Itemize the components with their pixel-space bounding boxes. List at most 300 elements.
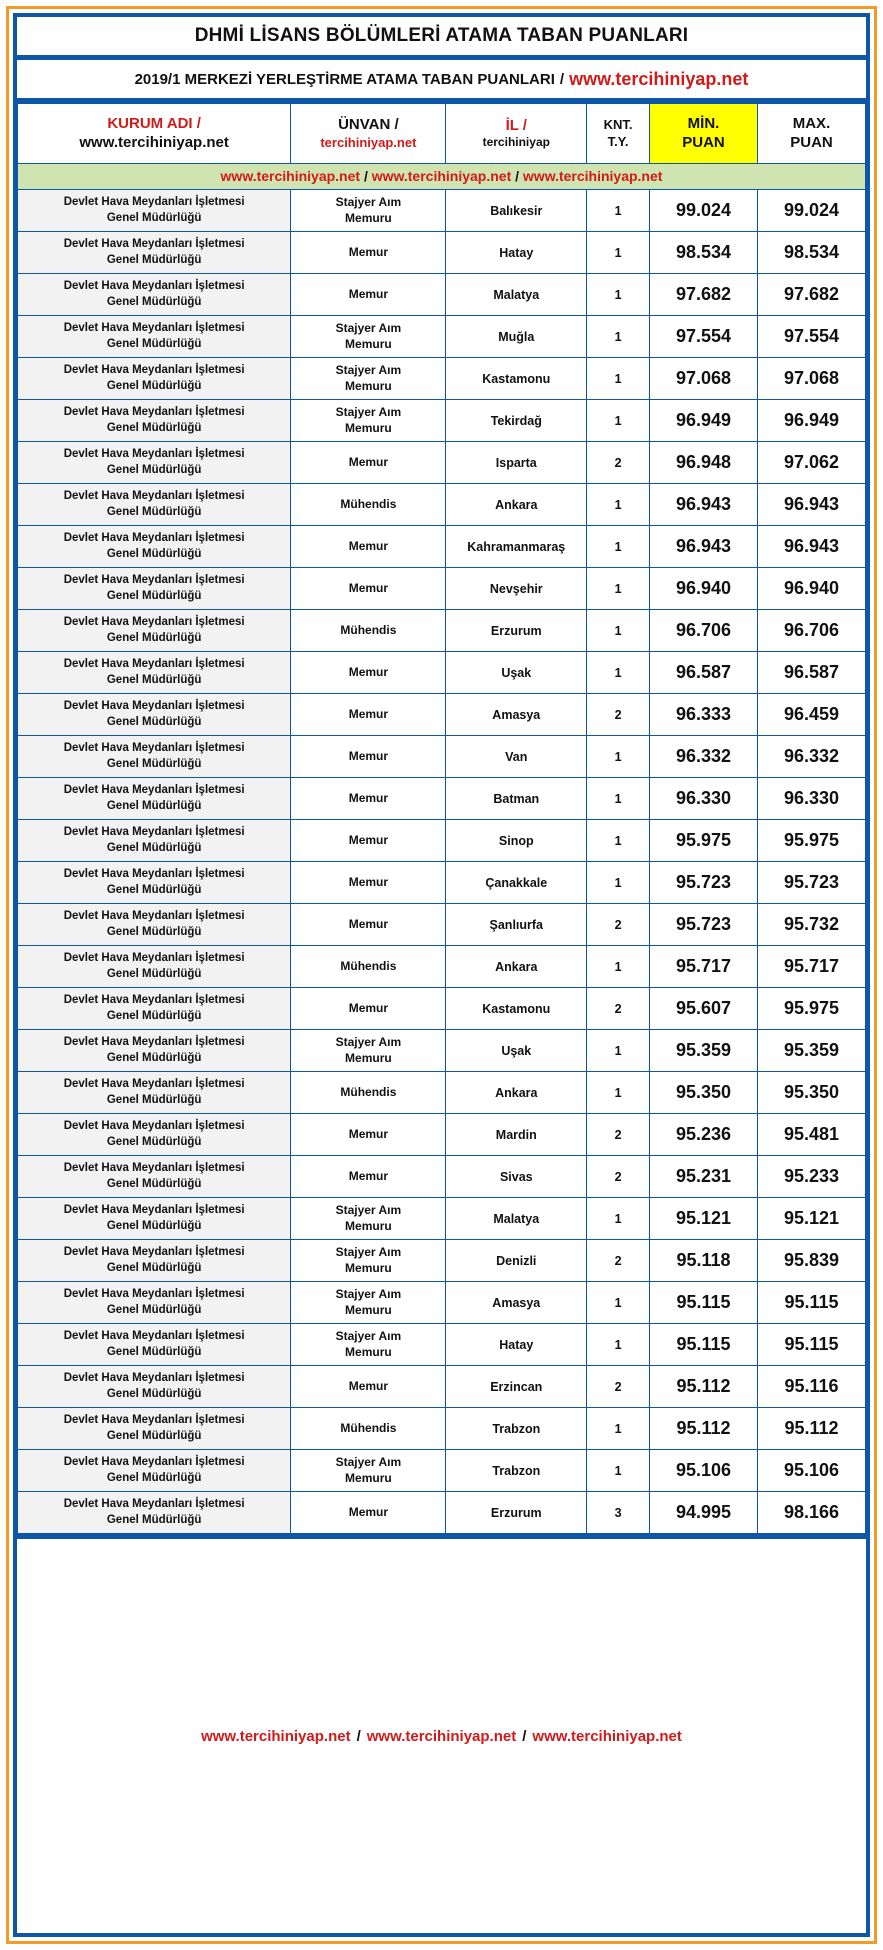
cell-unvan <box>291 862 446 904</box>
cell-unvan-line1: Stajyer Aım <box>335 1034 402 1049</box>
cell-unvan <box>291 442 446 484</box>
footer-site-2[interactable]: www.tercihiniyap.net <box>366 1727 517 1745</box>
cell-kurum-line2: Genel Müdürlüğü <box>106 883 202 896</box>
cell-kurum-line1: Devlet Hava Meydanları İşletmesi <box>63 405 245 418</box>
footer-site-1[interactable]: www.tercihiniyap.net <box>201 1727 351 1745</box>
cell-kurum-line1: Devlet Hava Meydanları İşletmesi <box>63 573 245 586</box>
cell-max-puan: 95.839 <box>757 1240 865 1282</box>
cell-unvan-line2: Memuru <box>345 378 392 393</box>
cell-unvan <box>291 316 446 358</box>
cell-unvan-line1: Stajyer Aım <box>335 194 402 209</box>
cell-min-puan: 95.112 <box>650 1366 758 1408</box>
column-header-unvan <box>291 104 446 164</box>
cell-kurum <box>18 1030 291 1072</box>
table-row <box>18 652 866 694</box>
cell-min-puan: 95.118 <box>650 1240 758 1282</box>
cell-kurum-line2: Genel Müdürlüğü <box>106 757 202 770</box>
table-row <box>18 316 866 358</box>
inner-frame <box>13 13 870 1937</box>
cell-il: Kastamonu <box>446 988 587 1030</box>
cell-il: Erzincan <box>446 1366 587 1408</box>
cell-unvan-line1: Memur <box>348 706 389 721</box>
cell-max-puan: 96.459 <box>757 694 865 736</box>
footer-site-3[interactable]: www.tercihiniyap.net <box>532 1727 682 1745</box>
cell-kurum <box>18 736 291 778</box>
cell-kurum-line1: Devlet Hava Meydanları İşletmesi <box>63 867 245 880</box>
cell-unvan-line2: Memuru <box>345 1260 392 1275</box>
cell-max-puan: 96.330 <box>757 778 865 820</box>
cell-kontenjan: 1 <box>587 1072 650 1114</box>
cell-kurum <box>18 694 291 736</box>
cell-kontenjan: 1 <box>587 652 650 694</box>
cell-kontenjan: 2 <box>587 442 650 484</box>
cell-kurum <box>18 442 291 484</box>
cell-il: Nevşehir <box>446 568 587 610</box>
cell-min-puan: 94.995 <box>650 1492 758 1534</box>
table-row <box>18 526 866 568</box>
cell-unvan <box>291 400 446 442</box>
cell-kurum <box>18 1366 291 1408</box>
cell-min-puan: 95.236 <box>650 1114 758 1156</box>
cell-il: Kastamonu <box>446 358 587 400</box>
column-header-min-line1: MİN. <box>687 114 720 132</box>
cell-min-puan: 96.948 <box>650 442 758 484</box>
cell-kurum <box>18 484 291 526</box>
subtitle-text: 2019/1 MERKEZİ YERLEŞTİRME ATAMA TABAN PUANLARI <box>134 70 555 88</box>
cell-unvan-line2: Memuru <box>345 210 392 225</box>
cell-kurum-line2: Genel Müdürlüğü <box>106 715 202 728</box>
banner-row <box>18 164 866 190</box>
column-header-unvan-label: ÜNVAN / <box>338 116 399 133</box>
cell-max-puan: 97.068 <box>757 358 865 400</box>
cell-max-puan: 97.682 <box>757 274 865 316</box>
cell-kurum <box>18 400 291 442</box>
cell-min-puan: 97.682 <box>650 274 758 316</box>
table-row <box>18 274 866 316</box>
cell-min-puan: 96.940 <box>650 568 758 610</box>
cell-il: Isparta <box>446 442 587 484</box>
cell-kontenjan: 1 <box>587 1198 650 1240</box>
cell-il: Erzurum <box>446 610 587 652</box>
cell-kurum-line1: Devlet Hava Meydanları İşletmesi <box>63 909 245 922</box>
cell-il: Batman <box>446 778 587 820</box>
cell-kurum-line2: Genel Müdürlüğü <box>106 631 202 644</box>
cell-unvan-line1: Memur <box>348 1000 389 1015</box>
cell-kurum-line1: Devlet Hava Meydanları İşletmesi <box>63 741 245 754</box>
table-row <box>18 946 866 988</box>
cell-kurum-line1: Devlet Hava Meydanları İşletmesi <box>63 1371 245 1384</box>
cell-unvan-line1: Stajyer Aım <box>335 1202 402 1217</box>
cell-unvan <box>291 736 446 778</box>
cell-kurum-line2: Genel Müdürlüğü <box>106 1051 202 1064</box>
cell-unvan-line1: Memur <box>348 916 389 931</box>
cell-max-puan: 95.717 <box>757 946 865 988</box>
cell-il: Amasya <box>446 1282 587 1324</box>
cell-unvan <box>291 988 446 1030</box>
cell-kurum-line2: Genel Müdürlüğü <box>106 547 202 560</box>
cell-il: Çanakkale <box>446 862 587 904</box>
cell-kurum-line1: Devlet Hava Meydanları İşletmesi <box>63 783 245 796</box>
cell-max-puan: 95.481 <box>757 1114 865 1156</box>
cell-unvan <box>291 610 446 652</box>
cell-unvan-line1: Memur <box>348 832 389 847</box>
cell-min-puan: 98.534 <box>650 232 758 274</box>
cell-unvan-line1: Memur <box>348 874 389 889</box>
cell-kurum-line2: Genel Müdürlüğü <box>106 967 202 980</box>
cell-min-puan: 95.350 <box>650 1072 758 1114</box>
cell-unvan <box>291 274 446 316</box>
column-header-min-puan <box>650 104 758 164</box>
cell-kontenjan: 2 <box>587 1240 650 1282</box>
cell-kurum <box>18 652 291 694</box>
cell-kurum-line2: Genel Müdürlüğü <box>106 1345 202 1358</box>
cell-unvan-line2: Memuru <box>345 336 392 351</box>
cell-max-puan: 95.359 <box>757 1030 865 1072</box>
cell-kurum <box>18 1156 291 1198</box>
cell-kurum-line2: Genel Müdürlüğü <box>106 1093 202 1106</box>
cell-kontenjan: 1 <box>587 484 650 526</box>
cell-min-puan: 95.717 <box>650 946 758 988</box>
table-row <box>18 442 866 484</box>
cell-kurum-line1: Devlet Hava Meydanları İşletmesi <box>63 1077 245 1090</box>
cell-kontenjan: 1 <box>587 1450 650 1492</box>
cell-kurum-line2: Genel Müdürlüğü <box>106 1177 202 1190</box>
cell-kurum <box>18 526 291 568</box>
cell-kurum-line2: Genel Müdürlüğü <box>106 1471 202 1484</box>
cell-min-puan: 95.231 <box>650 1156 758 1198</box>
scores-table <box>17 103 866 1534</box>
cell-min-puan: 95.723 <box>650 862 758 904</box>
cell-unvan-line1: Mühendis <box>340 958 397 973</box>
cell-il: Trabzon <box>446 1450 587 1492</box>
table-row <box>18 1450 866 1492</box>
cell-kontenjan: 1 <box>587 358 650 400</box>
cell-il: Malatya <box>446 1198 587 1240</box>
cell-kurum-line2: Genel Müdürlüğü <box>106 1219 202 1232</box>
cell-kurum <box>18 988 291 1030</box>
cell-unvan-line1: Mühendis <box>340 1084 397 1099</box>
table-row <box>18 568 866 610</box>
cell-kontenjan: 1 <box>587 316 650 358</box>
cell-kurum <box>18 1114 291 1156</box>
cell-unvan-line1: Memur <box>348 454 389 469</box>
cell-kurum-line2: Genel Müdürlüğü <box>106 379 202 392</box>
footer <box>17 1539 866 1933</box>
column-header-knt-line1: KNT. <box>603 116 633 132</box>
cell-unvan-line2: Memuru <box>345 1218 392 1233</box>
cell-unvan <box>291 1240 446 1282</box>
cell-max-puan: 95.112 <box>757 1408 865 1450</box>
cell-unvan <box>291 1156 446 1198</box>
cell-unvan-line1: Memur <box>348 1378 389 1393</box>
cell-max-puan: 95.115 <box>757 1324 865 1366</box>
cell-kurum-line1: Devlet Hava Meydanları İşletmesi <box>63 195 245 208</box>
cell-unvan-line1: Stajyer Aım <box>335 1244 402 1259</box>
cell-kurum-line1: Devlet Hava Meydanları İşletmesi <box>63 1287 245 1300</box>
cell-il: Sivas <box>446 1156 587 1198</box>
cell-kurum-line1: Devlet Hava Meydanları İşletmesi <box>63 237 245 250</box>
cell-kurum <box>18 1450 291 1492</box>
table-body <box>18 190 866 1534</box>
cell-kurum-line1: Devlet Hava Meydanları İşletmesi <box>63 279 245 292</box>
table-row <box>18 358 866 400</box>
cell-min-puan: 96.330 <box>650 778 758 820</box>
subtitle-site-link[interactable]: www.tercihiniyap.net <box>569 68 749 89</box>
cell-unvan <box>291 946 446 988</box>
cell-kurum-line2: Genel Müdürlüğü <box>106 505 202 518</box>
cell-kontenjan: 2 <box>587 988 650 1030</box>
cell-unvan-line2: Memuru <box>345 420 392 435</box>
cell-min-puan: 97.554 <box>650 316 758 358</box>
cell-unvan-line1: Stajyer Aım <box>335 1286 402 1301</box>
banner-cell <box>18 164 866 190</box>
cell-kurum-line1: Devlet Hava Meydanları İşletmesi <box>63 531 245 544</box>
cell-kontenjan: 1 <box>587 274 650 316</box>
cell-kontenjan: 1 <box>587 568 650 610</box>
cell-il: Kahramanmaraş <box>446 526 587 568</box>
table-row <box>18 736 866 778</box>
cell-kurum-line1: Devlet Hava Meydanları İşletmesi <box>63 1203 245 1216</box>
cell-il: Uşak <box>446 1030 587 1072</box>
cell-min-puan: 96.943 <box>650 526 758 568</box>
cell-kurum-line2: Genel Müdürlüğü <box>106 1387 202 1400</box>
cell-kurum-line1: Devlet Hava Meydanları İşletmesi <box>63 447 245 460</box>
cell-unvan <box>291 484 446 526</box>
cell-unvan-line2: Memuru <box>345 1050 392 1065</box>
cell-max-puan: 95.121 <box>757 1198 865 1240</box>
cell-kurum <box>18 862 291 904</box>
cell-max-puan: 96.332 <box>757 736 865 778</box>
cell-kurum-line2: Genel Müdürlüğü <box>106 1135 202 1148</box>
column-header-il-site: tercihiniyap <box>482 135 550 150</box>
cell-kontenjan: 2 <box>587 1156 650 1198</box>
cell-kurum-line1: Devlet Hava Meydanları İşletmesi <box>63 951 245 964</box>
cell-kontenjan: 1 <box>587 778 650 820</box>
cell-il: Erzurum <box>446 1492 587 1534</box>
cell-max-puan: 96.943 <box>757 484 865 526</box>
banner-site-3[interactable]: www.tercihiniyap.net <box>522 168 663 184</box>
cell-il: Tekirdağ <box>446 400 587 442</box>
cell-kurum-line1: Devlet Hava Meydanları İşletmesi <box>63 489 245 502</box>
cell-il: Balıkesir <box>446 190 587 232</box>
cell-min-puan: 96.333 <box>650 694 758 736</box>
cell-kurum <box>18 1324 291 1366</box>
cell-kurum <box>18 568 291 610</box>
cell-unvan <box>291 904 446 946</box>
banner-sep-2: / <box>515 168 520 184</box>
cell-kurum-line2: Genel Müdürlüğü <box>106 799 202 812</box>
cell-unvan <box>291 1324 446 1366</box>
cell-max-puan: 95.732 <box>757 904 865 946</box>
cell-max-puan: 96.949 <box>757 400 865 442</box>
cell-kurum <box>18 190 291 232</box>
cell-max-puan: 97.554 <box>757 316 865 358</box>
cell-kurum-line2: Genel Müdürlüğü <box>106 295 202 308</box>
cell-unvan <box>291 1198 446 1240</box>
cell-unvan <box>291 568 446 610</box>
cell-il: Ankara <box>446 1072 587 1114</box>
cell-kurum-line2: Genel Müdürlüğü <box>106 463 202 476</box>
table-header <box>18 104 866 190</box>
table-row <box>18 1240 866 1282</box>
cell-unvan-line1: Memur <box>348 286 389 301</box>
cell-unvan-line1: Stajyer Aım <box>335 362 402 377</box>
cell-il: Ankara <box>446 484 587 526</box>
cell-min-puan: 95.115 <box>650 1324 758 1366</box>
cell-min-puan: 95.106 <box>650 1450 758 1492</box>
column-header-min-line2: PUAN <box>682 133 725 151</box>
cell-unvan-line1: Stajyer Aım <box>335 1328 402 1343</box>
cell-il: Van <box>446 736 587 778</box>
cell-kurum <box>18 232 291 274</box>
cell-kurum-line1: Devlet Hava Meydanları İşletmesi <box>63 657 245 670</box>
column-header-knt-line2: T.Y. <box>607 133 629 149</box>
cell-max-puan: 95.975 <box>757 820 865 862</box>
cell-kurum-line1: Devlet Hava Meydanları İşletmesi <box>63 993 245 1006</box>
cell-il: Muğla <box>446 316 587 358</box>
cell-max-puan: 95.975 <box>757 988 865 1030</box>
cell-kontenjan: 1 <box>587 400 650 442</box>
cell-kurum <box>18 778 291 820</box>
cell-kurum-line2: Genel Müdürlüğü <box>106 1429 202 1442</box>
column-header-kurum <box>18 104 291 164</box>
cell-kurum-line2: Genel Müdürlüğü <box>106 1261 202 1274</box>
cell-il: Ankara <box>446 946 587 988</box>
column-header-unvan-site: tercihiniyap.net <box>320 134 417 150</box>
page-title-text: DHMİ LİSANS BÖLÜMLERİ ATAMA TABAN PUANLARI <box>194 25 689 46</box>
cell-min-puan: 95.723 <box>650 904 758 946</box>
subtitle <box>17 60 866 98</box>
cell-unvan <box>291 190 446 232</box>
cell-kontenjan: 2 <box>587 694 650 736</box>
cell-kurum <box>18 1408 291 1450</box>
cell-unvan <box>291 1030 446 1072</box>
cell-unvan-line1: Stajyer Aım <box>335 1454 402 1469</box>
cell-kontenjan: 1 <box>587 862 650 904</box>
cell-min-puan: 95.607 <box>650 988 758 1030</box>
cell-unvan-line1: Memur <box>348 1504 389 1519</box>
cell-unvan <box>291 358 446 400</box>
cell-max-puan: 98.534 <box>757 232 865 274</box>
cell-kurum-line1: Devlet Hava Meydanları İşletmesi <box>63 825 245 838</box>
cell-unvan-line1: Memur <box>348 538 389 553</box>
cell-il: Şanlıurfa <box>446 904 587 946</box>
cell-unvan <box>291 694 446 736</box>
table-row <box>18 1408 866 1450</box>
cell-min-puan: 96.949 <box>650 400 758 442</box>
cell-kurum-line1: Devlet Hava Meydanları İşletmesi <box>63 615 245 628</box>
cell-min-puan: 96.332 <box>650 736 758 778</box>
footer-sep-2: / <box>522 1727 527 1745</box>
cell-unvan <box>291 232 446 274</box>
cell-kurum-line2: Genel Müdürlüğü <box>106 673 202 686</box>
cell-il: Hatay <box>446 232 587 274</box>
cell-unvan-line1: Memur <box>348 580 389 595</box>
cell-max-puan: 97.062 <box>757 442 865 484</box>
cell-unvan-line1: Stajyer Aım <box>335 320 402 335</box>
cell-max-puan: 95.350 <box>757 1072 865 1114</box>
cell-kurum-line1: Devlet Hava Meydanları İşletmesi <box>63 321 245 334</box>
cell-max-puan: 96.943 <box>757 526 865 568</box>
cell-kurum-line2: Genel Müdürlüğü <box>106 841 202 854</box>
column-header-kurum-site: www.tercihiniyap.net <box>79 133 229 151</box>
table-row <box>18 862 866 904</box>
cell-kontenjan: 1 <box>587 1030 650 1072</box>
cell-kontenjan: 1 <box>587 1282 650 1324</box>
banner-site-1[interactable]: www.tercihiniyap.net <box>220 168 361 184</box>
cell-unvan <box>291 526 446 568</box>
banner-sep-1: / <box>363 168 368 184</box>
cell-kurum-line2: Genel Müdürlüğü <box>106 925 202 938</box>
cell-unvan-line1: Mühendis <box>340 1420 397 1435</box>
table-row <box>18 190 866 232</box>
cell-min-puan: 95.115 <box>650 1282 758 1324</box>
page-title <box>17 17 866 55</box>
cell-min-puan: 99.024 <box>650 190 758 232</box>
cell-kontenjan: 1 <box>587 1324 650 1366</box>
cell-kurum-line2: Genel Müdürlüğü <box>106 421 202 434</box>
cell-kurum-line2: Genel Müdürlüğü <box>106 589 202 602</box>
column-header-kurum-label: KURUM ADI / <box>107 114 201 132</box>
cell-unvan-line1: Memur <box>348 664 389 679</box>
cell-kurum-line2: Genel Müdürlüğü <box>106 253 202 266</box>
cell-kontenjan: 3 <box>587 1492 650 1534</box>
cell-max-puan: 95.116 <box>757 1366 865 1408</box>
cell-kontenjan: 1 <box>587 232 650 274</box>
cell-kurum-line1: Devlet Hava Meydanları İşletmesi <box>63 699 245 712</box>
cell-il: Denizli <box>446 1240 587 1282</box>
table-row <box>18 1366 866 1408</box>
cell-il: Mardin <box>446 1114 587 1156</box>
table-row <box>18 1030 866 1072</box>
column-header-il <box>446 104 587 164</box>
cell-max-puan: 96.706 <box>757 610 865 652</box>
cell-max-puan: 95.233 <box>757 1156 865 1198</box>
table-row <box>18 610 866 652</box>
cell-il: Amasya <box>446 694 587 736</box>
cell-unvan-line2: Memuru <box>345 1344 392 1359</box>
column-header-kontenjan <box>587 104 650 164</box>
cell-il: Sinop <box>446 820 587 862</box>
table-row <box>18 400 866 442</box>
cell-kurum <box>18 1072 291 1114</box>
cell-kurum <box>18 358 291 400</box>
cell-unvan <box>291 1408 446 1450</box>
cell-unvan <box>291 1492 446 1534</box>
cell-max-puan: 95.115 <box>757 1282 865 1324</box>
cell-min-puan: 97.068 <box>650 358 758 400</box>
cell-unvan-line2: Memuru <box>345 1302 392 1317</box>
table-row <box>18 1198 866 1240</box>
cell-min-puan: 96.587 <box>650 652 758 694</box>
cell-min-puan: 95.112 <box>650 1408 758 1450</box>
header-row <box>18 104 866 164</box>
cell-kurum <box>18 1198 291 1240</box>
cell-unvan-line2: Memuru <box>345 1470 392 1485</box>
cell-unvan-line1: Memur <box>348 1126 389 1141</box>
cell-unvan <box>291 1282 446 1324</box>
cell-kurum-line2: Genel Müdürlüğü <box>106 1303 202 1316</box>
banner-site-2[interactable]: www.tercihiniyap.net <box>371 168 512 184</box>
cell-max-puan: 96.587 <box>757 652 865 694</box>
cell-unvan <box>291 1114 446 1156</box>
cell-kontenjan: 1 <box>587 190 650 232</box>
cell-kurum <box>18 904 291 946</box>
cell-kurum-line1: Devlet Hava Meydanları İşletmesi <box>63 1329 245 1342</box>
cell-unvan <box>291 1450 446 1492</box>
subtitle-separator: / <box>559 70 565 88</box>
cell-kurum-line1: Devlet Hava Meydanları İşletmesi <box>63 363 245 376</box>
